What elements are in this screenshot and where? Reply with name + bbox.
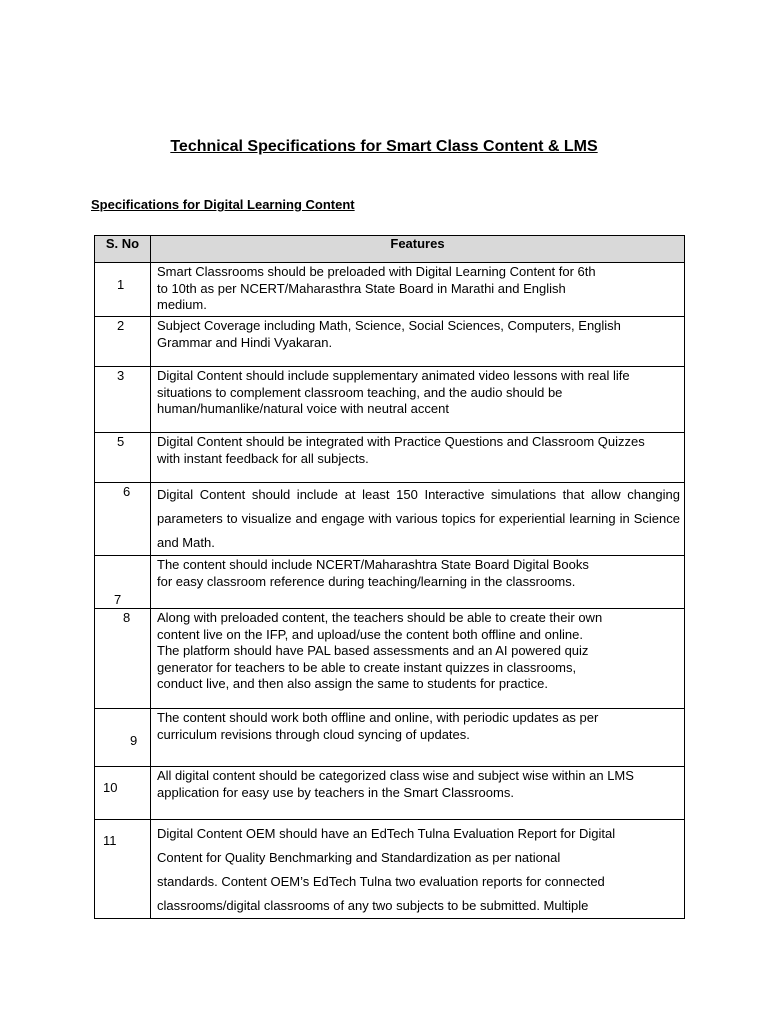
feature-cell [151,709,685,767]
serial-cell [95,767,151,820]
table-row [95,709,685,767]
feature-cell [151,767,685,820]
serial-number: 6 [123,484,131,499]
column-header-sno: S. No [95,236,151,263]
serial-number: 3 [117,368,125,383]
serial-number: 5 [117,434,125,449]
feature-text: The content should include NCERT/Maharashtra State Board Digital Books for easy classroom reference during teaching/learning in the classrooms. [157,557,589,589]
serial-number: 10 [103,780,118,795]
feature-cell [151,609,685,709]
table-row [95,609,685,709]
feature-text: Smart Classrooms should be preloaded with Digital Learning Content for 6th to 10th as per NCERT/Maharasthra State Board in Marathi and English medium. [157,264,596,312]
feature-text: Along with preloaded content, the teachers should be able to create their own content live on the IFP, and upload/use the content both offline and online. The platform should have PAL based assessments and an AI powered quiz generator for teachers to be able to create instant quizzes in classrooms, conduct live, and then also assign the same to students for practice. [157,610,603,691]
serial-cell [95,367,151,433]
serial-cell [95,609,151,709]
feature-text: Subject Coverage including Math, Science, Social Sciences, Computers, English Grammar and Hindi Vyakaran. [157,318,621,350]
table-row [95,820,685,919]
serial-number: 1 [117,277,125,292]
feature-text: The content should work both offline and online, with periodic updates as per curriculum revisions through cloud syncing of updates. [157,710,599,742]
serial-cell [95,709,151,767]
table-row [95,263,685,317]
table-row [95,317,685,367]
table-row [95,367,685,433]
serial-number: 7 [114,592,122,607]
serial-cell [95,263,151,317]
serial-cell [95,433,151,483]
feature-text: Digital Content should include at least 150 Interactive simulations that allow changing parameters to visualize and engage with various topics for experiential learning in Science and Math. [157,487,680,550]
column-header-features: Features [151,236,685,263]
specifications-table [94,235,685,919]
feature-cell [151,820,685,919]
serial-number: 11 [103,833,117,848]
table-row [95,767,685,820]
serial-number: 8 [123,610,131,625]
feature-cell [151,483,685,556]
feature-cell [151,263,685,317]
serial-cell [95,317,151,367]
feature-text: Digital Content should include supplementary animated video lessons with real life situations to complement classroom teaching, and the audio should be human/humanlike/natural voice with neutral accent [157,368,630,416]
table-row [95,483,685,556]
feature-text: All digital content should be categorized class wise and subject wise within an LMS application for easy use by teachers in the Smart Classrooms. [157,768,634,800]
section-heading: Specifications for Digital Learning Content [91,197,355,212]
table-header-row [95,236,685,263]
document-title: Technical Specifications for Smart Class Content & LMS [170,138,598,155]
table-row [95,556,685,609]
table-row [95,433,685,483]
feature-cell [151,433,685,483]
feature-cell [151,317,685,367]
serial-cell [95,483,151,556]
serial-number: 2 [117,318,125,333]
feature-cell [151,367,685,433]
feature-cell [151,556,685,609]
serial-cell [95,556,151,609]
serial-number: 9 [130,733,138,748]
feature-text: Digital Content OEM should have an EdTech Tulna Evaluation Report for Digital Content for Quality Benchmarking and Standardization as per national standards. Content OEM’s EdTech Tulna two evaluation reports for connected classrooms/digital classrooms of any two subjects to be submitted. Multiple [157,826,616,913]
feature-text: Digital Content should be integrated with Practice Questions and Classroom Quizzes with instant feedback for all subjects. [157,434,645,466]
serial-cell [95,820,151,919]
